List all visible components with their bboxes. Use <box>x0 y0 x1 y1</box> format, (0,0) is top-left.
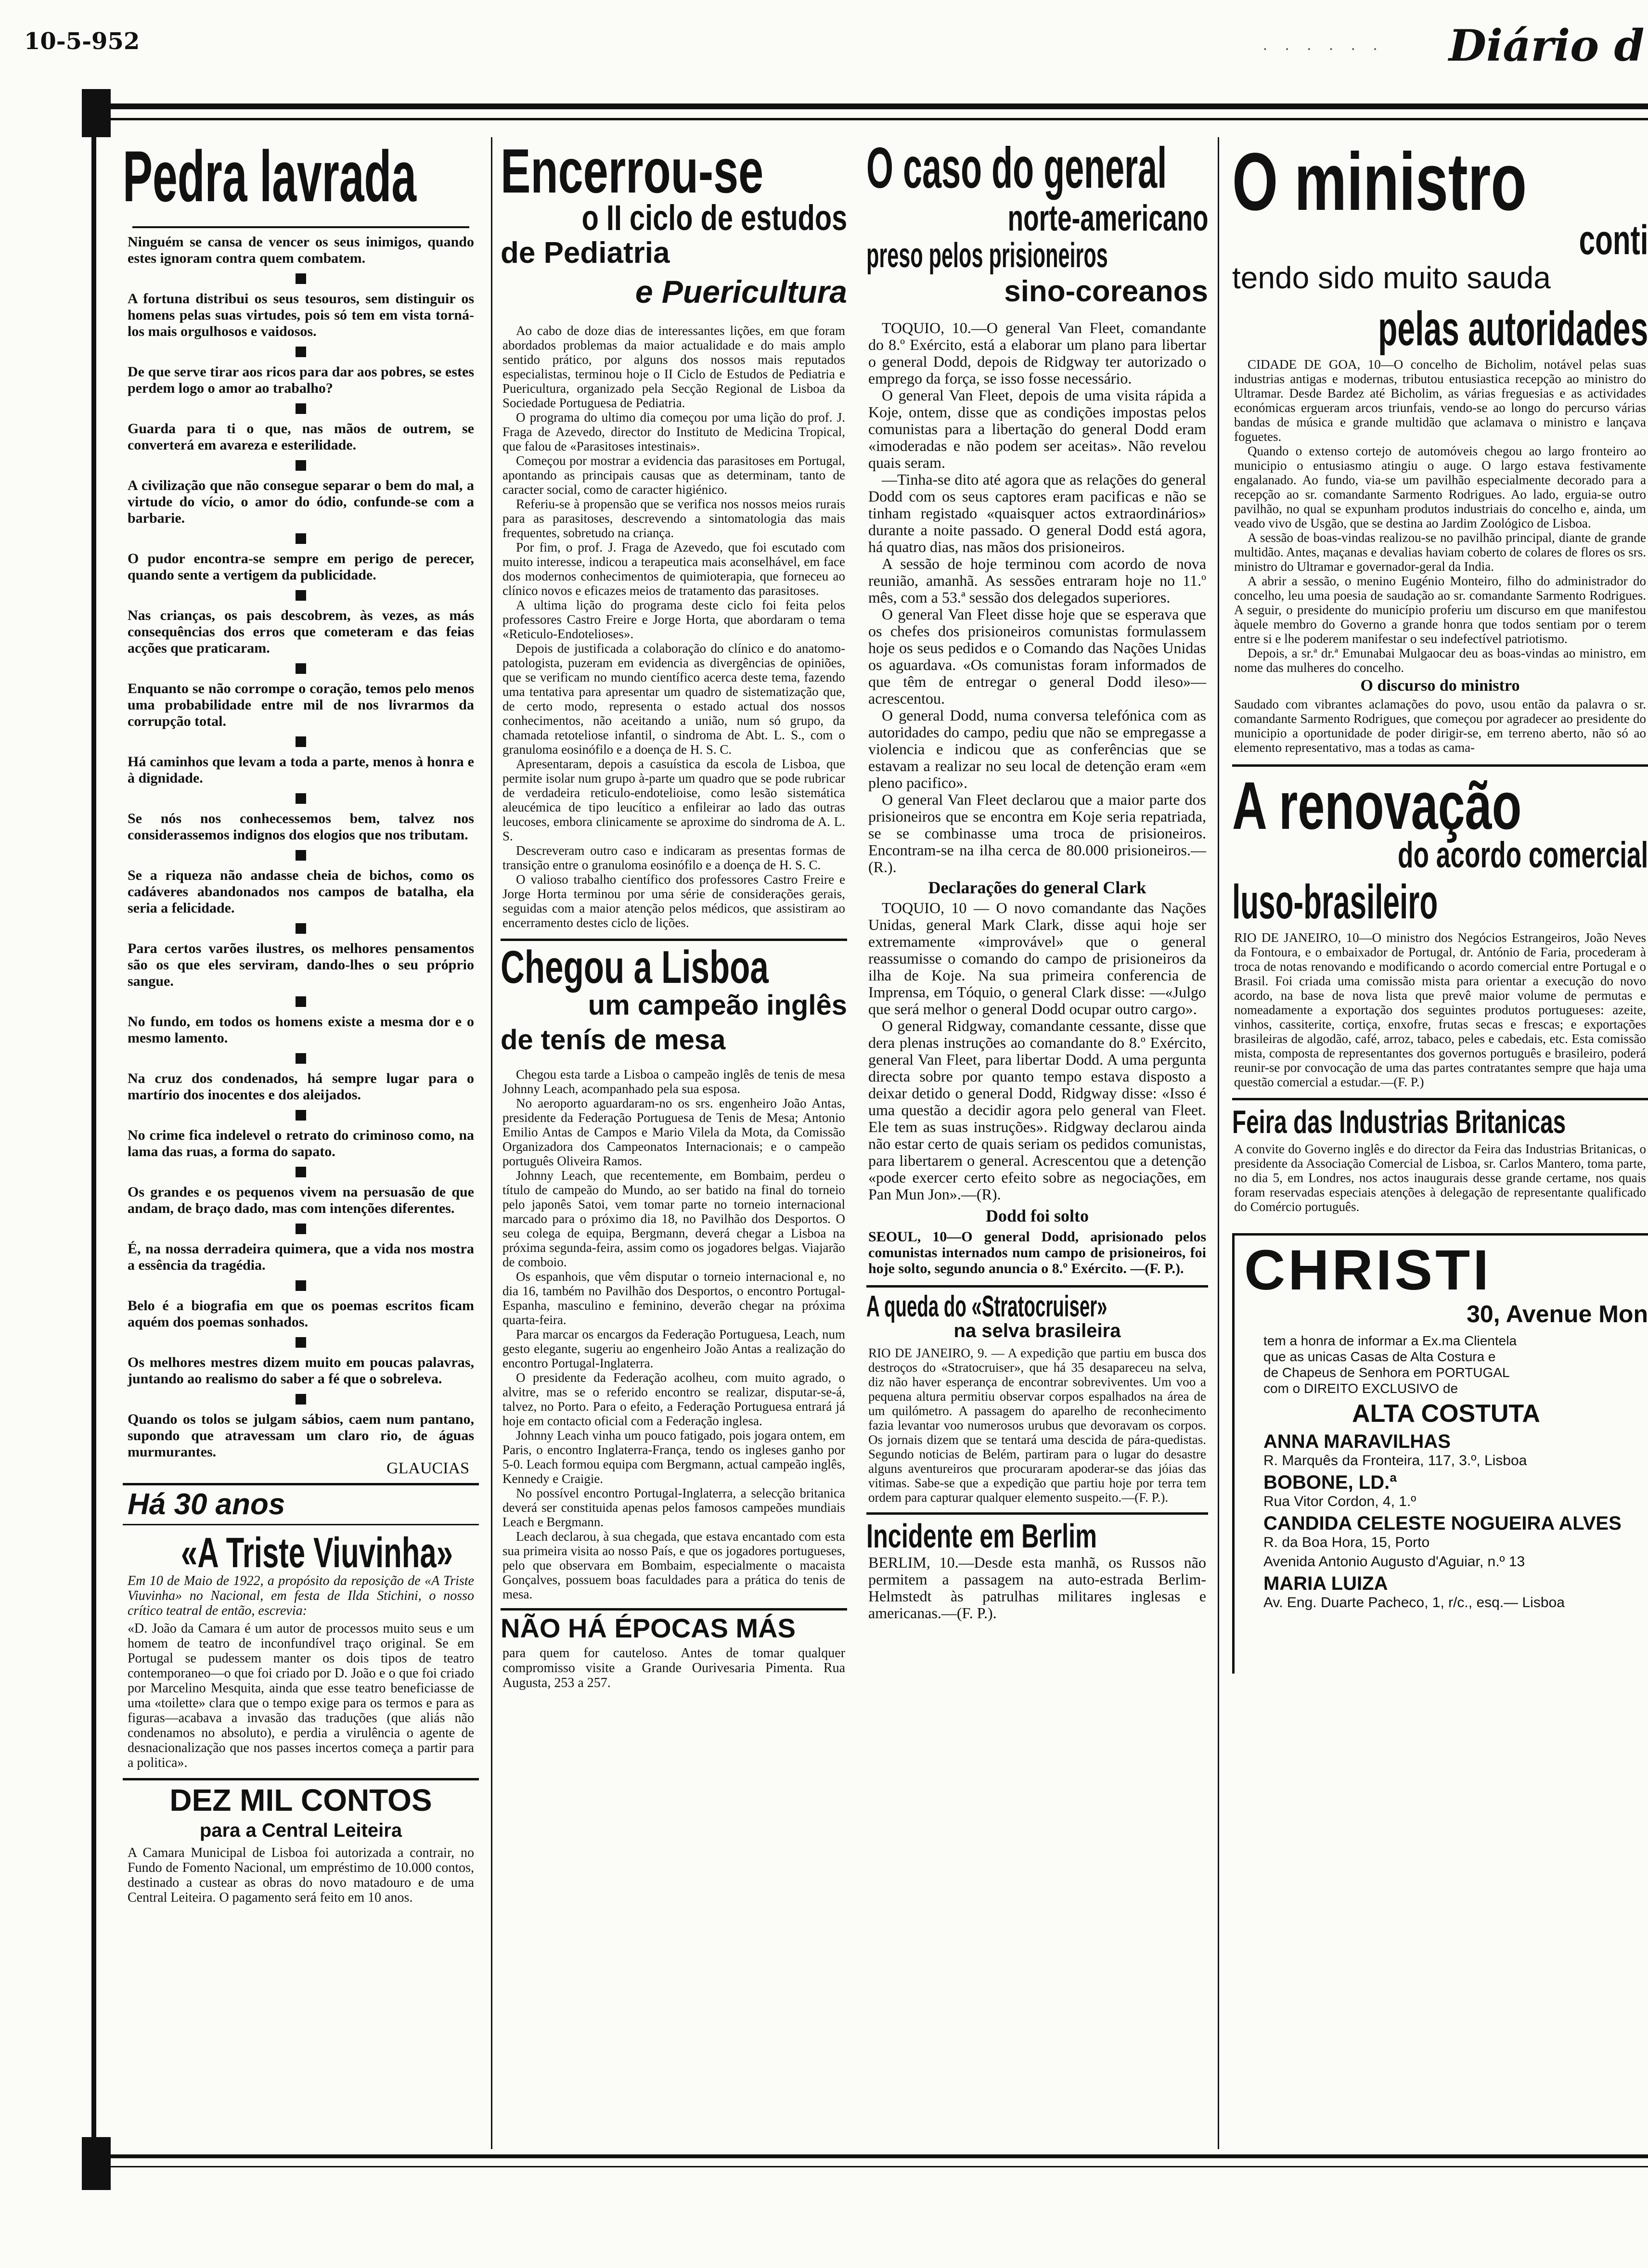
maxim: Se a riqueza não andasse cheia de bichos, como os cadáveres abandonados nos campos de batalha, ela seria a felicidade. <box>128 867 474 916</box>
maxim: Enquanto se não corrompe o coração, temos pelo menos uma probabilidade entre mil de nos livrarmos da corrupção total. <box>128 681 474 729</box>
paragraph: Por fim, o prof. J. Fraga de Azevedo, que foi escutado com muito interesse, indicou a terapeutica mais aconselhável, em face dos modernos conhecimentos de quimioterapia, que forneceu ao clínico novos e eficazes meios de tratamento das parasitoses. <box>502 540 845 598</box>
column-divider-3 <box>1218 137 1219 2149</box>
issue-date: 10-5-952 <box>24 28 140 55</box>
paragraph: Johnny Leach vinha um pouco fatigado, pois jogara ontem, em Paris, o encontro Inglaterra-França, tendo os ingleses ganho por 5-0. Leach formou equipa com Bergmann, actual campeão inglês, Kennedy e Craigie. <box>502 1428 845 1486</box>
paragraph: Ao cabo de doze dias de interessantes lições, em que foram abordados problemas da maior actualidade e do mais amplo sentido prático, por alguns dos nossos mais reputados especialistas, terminou hoje o II Ciclo de Estudos de Pediatria e Puericultura, organizado pela Secção Regional de Lisboa da Sociedade Portuguesa de Pediatria. <box>502 323 845 410</box>
paragraph: O general Van Fleet, depois de uma visita rápida a Koje, ontem, disse que as condições impostas pelos comunistas para a libertação do general Dodd eram «imoderadas e não podem ser aceitas». Não revelou quais seram. <box>868 387 1206 471</box>
ministro-sub1: conti <box>1579 217 1648 263</box>
maxim-separator-square <box>296 273 306 284</box>
maxim: Para certos varões ilustres, os melhores pensamentos são os que eles serviram, dando-lhes o seu próprio sangue. <box>128 941 474 989</box>
maxim: Nas crianças, os pais descobrem, às vezes, as más consequências dos erros que cometeram e das feias acções que praticaram. <box>128 607 474 656</box>
column-ministro <box>1232 135 1648 2152</box>
paragraph: No aeroporto aguardaram-no os srs. engenheiro João Antas, presidente da Federação Portuguesa de Tenis de Mesa; Antonio Emilio Antas de Campos e Mario Vilela da Mota, da Comissão Organizadora dos Campeonatos Internacionais; e o campeão português Oliveira Ramos. <box>502 1096 845 1168</box>
chegou-sub1: um campeão inglês <box>588 990 847 1021</box>
maxim: Guarda para ti o que, nas mãos de outrem, se converterá em avareza e esterilidade. <box>128 421 474 453</box>
paragraph: Referiu-se à propensão que se verifica nos nossos meios rurais para as parasitoses, descrevendo a sintomatologia das mais frequentes, sobretudo na criança. <box>502 497 845 540</box>
maxim: Ninguém se cansa de vencer os seus inimigos, quando estes ignoram contra quem combatem. <box>128 234 474 266</box>
maxim-separator-square <box>296 663 306 674</box>
clark-head: Declarações do general Clark <box>928 878 1146 897</box>
ha30-subtitle: «A Triste Viuvinha» <box>181 1529 453 1576</box>
paragraph: O general Van Fleet disse hoje que se esperava que os chefes dos prisioneiros comunistas formulassem hoje os seus pedidos e o Comando das Nações Unidas os aguardava. «Os comunistas foram informados de que têm de entregar o general Dodd ileso»—acrescentou. <box>868 606 1206 707</box>
dez-body: A Camara Municipal de Lisboa foi autorizada a contrair, no Fundo de Fomento Nacional, um empréstimo de 10.000 contos, destinado a custear as obras do novo matadouro e de uma Central Leiteira. O pagamento será feito em 10 anos. <box>128 1845 474 1905</box>
column-divider-1 <box>491 137 492 2149</box>
caso-sub1-box <box>866 197 1208 239</box>
paragraph: Começou por mostrar a evidencia das parasitoses em Portugal, apontando as principais causas que as determinam, tanto de caracter social, como de caracter higiénico. <box>502 453 845 497</box>
dodd-body: SEOUL, 10—O general Dodd, aprisionado pelos comunistas internados num campo de prisioneiros, foi hoje solto, segundo anuncia o 8.º Exército. —(F. P.). <box>868 1229 1206 1276</box>
maxim-separator-square <box>296 1110 306 1121</box>
clark-article <box>866 900 1208 1203</box>
christi-ad <box>1232 1233 1648 1674</box>
ha30-title: Há 30 anos <box>128 1488 285 1521</box>
discurso-head: O discurso do ministro <box>1360 677 1520 695</box>
ad-house-address: R. da Boa Hora, 15, Porto <box>1263 1534 1430 1550</box>
feira-rule <box>1232 1098 1648 1100</box>
berlim-title-box <box>866 1515 1208 1555</box>
column-pediatria <box>501 135 847 2152</box>
paragraph: O general Dodd, numa conversa telefónica com as autoridades do campo, pediu que não se empregasse a violencia e indicou que as conferências que se estavam a realizar no seu local de detenção eram «em pleno pacifico». <box>868 707 1206 791</box>
maxim: De que serve tirar aos ricos para dar aos pobres, se estes perdem logo o amor ao trabalho? <box>128 364 474 396</box>
paragraph: Quando o extenso cortejo de automóveis chegou ao largo fronteiro ao municipio o entusiasmo atingiu o auge. O largo estava festivamente engalanado. Ao fundo, via-se um pavilhão especialmente decorado para a recepção ao sr. comandante Sarmento Rodrigues. Ao lado, erguia-se outro pavilhão, no qual se expunham produtos industriais do concelho e, ainda, um veado vivo de Usgão, que se destina ao Jardim Zoológico de Lisboa. <box>1234 444 1646 530</box>
berlim-rule <box>866 1512 1208 1515</box>
paragraph: CIDADE DE GOA, 10—O concelho de Bicholim, notável pelas suas industrias antigas e modernas, tributou entusiastica recepção ao ministro do Ultramar. Desde Bardez até Bicholim, as várias freguesias e as actividades económicas ergueram arcos triunfais, vendo-se ao longo do percurso várias bandas de música e grande multidão que aclamava o ministro e lançava foguetes. <box>1234 357 1646 444</box>
caso-sub3: sino-coreanos <box>1004 275 1208 308</box>
ha30-title-box <box>123 1485 479 1524</box>
caso-title: O caso do general <box>866 136 1167 200</box>
ministro-sub3-box <box>1232 301 1648 354</box>
caso-article <box>866 317 1208 876</box>
maxim: O pudor encontra-se sempre em perigo de perecer, quando sente a vertigem da publicidade. <box>128 551 474 583</box>
header-dots: . . . . . . <box>1261 38 1382 53</box>
renov-body: RIO DE JANEIRO, 10—O ministro dos Negócios Estrangeiros, João Neves da Fontoura, e o embaixador de Portugal, dr. António de Faria, procederam à troca de notas renovando e modificando o acordo comercial entre Portugal e o Brasil. Foi criada uma comissão mista para orientar a execução do novo acordo, na base de nova lista que prevê maior volume de permutas e nomeadamente a exportação dos seguintes produtos portugueses: azeite, vinhos, cassiterite, cortiça, enxofre, frutas secas e frescas; e exportações brasileiras de algodão, café, arroz, tabaco, peles e cabedais, etc. Esta comissão mista, composta de representantes dos governos português e brasileiro, poderá reunir-se por convocação de uma das partes contratantes sempre que haja uma questão comercial a estudar.—(F. P.) <box>1234 930 1646 1089</box>
ad-line-1: tem a honra de informar a Ex.ma Clientela <box>1263 1333 1517 1348</box>
paragraph: —Tinha-se dito até agora que as relações do general Dodd com os seus captores eram pacificas e não se tinham registado «quaisquer actos extraordinários» durante a noite passado. O general Dodd está agora, há quatro dias, nas mãos dos prisioneiros. <box>868 471 1206 555</box>
renov-title-box <box>1232 767 1648 843</box>
chegou-title: Chegou a Lisboa <box>501 941 769 993</box>
ad-house-address: R. Marquês da Fronteira, 117, 3.º, Lisboa <box>1263 1453 1527 1469</box>
ministro-title-box <box>1232 135 1648 228</box>
maxim-separator-square <box>296 1053 306 1064</box>
ad-line-4: com o DIREITO EXCLUSIVO de <box>1263 1381 1458 1396</box>
renov-sub2: luso-brasileiro <box>1232 875 1438 929</box>
berlim-body: BERLIM, 10.—Desde esta manhã, os Russos não permitem a passagem na auto-estrada Berlim-Helmstedt às patrulhas militares inglesas e americanas.—(F. P.). <box>868 1554 1206 1622</box>
paragraph: TOQUIO, 10.—O general Van Fleet, comandante do 8.º Exército, está a elaborar um plano para libertar o general Dodd, depois de Ridgway ter autorizado o emprego da força, se isso fosse necessário. <box>868 319 1206 387</box>
queda-title-box <box>866 1288 1208 1323</box>
paragraph: Johnny Leach, que recentemente, em Bombaim, perdeu o título de campeão do Mundo, ao ser batido na final do torneio pelo japonês Satoi, vem tomar parte no torneio internacional marcado para o próximo dia 18, no Pavilhão dos Desportos. O seu colega de equipa, Bergmann, deverá chegar a Lisboa na próxima segunda-feira, assim como os jogadores belgas. Viajarão de comboio. <box>502 1168 845 1269</box>
ad-house-address: Avenida Antonio Augusto d'Aguiar, n.º 13 <box>1263 1554 1525 1570</box>
maxim: A civilização que não consegue separar o bem do mal, a virtude do vício, o amor do ódio, confunde-se com a barbarie. <box>128 477 474 526</box>
paragraph: O programa do ultimo dia começou por uma lição do prof. J. Fraga de Azevedo, director do Instituto de Medicina Tropical, que falou de «Parasitoses intestinais». <box>502 410 845 453</box>
pedra-title-rule <box>132 226 469 228</box>
queda-title: A queda do «Stratocruiser» <box>866 1290 1107 1323</box>
ad-line-2: que as unicas Casas de Alta Costura e <box>1263 1349 1496 1364</box>
paragraph: Chegou esta tarde a Lisboa o campeão inglês de tenis de mesa Johnny Leach, acompanhado pela sua esposa. <box>502 1067 845 1096</box>
left-black-block-bottom <box>82 2137 111 2190</box>
maxim-separator-square <box>296 1337 306 1348</box>
maxim: Os grandes e os pequenos vivem na persuasão de que andam, de braço dado, mas com intenções diferentes. <box>128 1184 474 1216</box>
feira-body: A convite do Governo inglês e do director da Feira das Industrias Britanicas, o presidente da Associação Comercial de Lisboa, sr. Carlos Mantero, toma parte, no dia 5, em Londres, nos actos inaugurais desse grande certame, nos quais foram reservadas especiais atenções à delegação de representante qualificado do Comércio português. <box>1234 1142 1646 1214</box>
paragraph: O general Van Fleet declarou que a maior parte dos prisioneiros que se encontra em Koje seria repatriada, se se combinasse uma troca de prisioneiros. Encontram-se na ilha cerca de 80.000 prisioneiros.—(R.). <box>868 791 1206 876</box>
paragraph: Leach declarou, à sua chegada, que estava encantado com esta sua primeira visita ao nosso País, e que os jogadores portugueses, pelo que observara em Bombaim, especialmente o macaista Gonçalves, possuem boas faculdades para a prática do tenis de mesa. <box>502 1529 845 1601</box>
encerrou-sub2: de Pediatria <box>501 236 670 270</box>
paragraph: O general Ridgway, comandante cessante, disse que dera plenas instruções ao comandante do 8.º Exército, general Van Fleet, para libertar Dodd. A uma pergunta directa sobre por quanto tempo estava disposto a deixar detido o general Dodd, Ridgway disse: «Isso é uma questão a decidir agora pelo general van Fleet. Ele tem as suas instruções». Ridgway declarou ainda não estar certo de quais seriam os pedidos comunistas, para libertarem o general. Acrescentou que a detenção «pode exercer certo efeito sobre as negociações, em Pan Mun Jon».—(R). <box>868 1017 1206 1203</box>
paragraph: O valioso trabalho científico dos professores Castro Freire e Jorge Horta terminou por uma série de considerações gerais, seguidas com a maior atenção pelos médicos, que assistiram ao encerramento destes ciclo de lições. <box>502 872 845 930</box>
maxim-separator-square <box>296 533 306 544</box>
maxim-separator-square <box>296 736 306 747</box>
maxim-separator-square <box>296 923 306 934</box>
paragraph: Depois de justificada a colaboração do clínico e do anatomo-patologista, puzeram em evidencia as divergências de opiniões, que se verificam no mundo científico acerca deste tema, fazendo uma tentativa para apresentar um quadro de sistematização que, de certo modo, representa o estado actual dos nossos conhecimentos, não aceitando a união, num só grupo, da chamada retoteliose infantil, o sindroma de Abt. L. S., com o granuloma eosinófilo e a doença de H. S. C. <box>502 641 845 757</box>
queda-sub: na selva brasileira <box>953 1320 1121 1341</box>
left-black-block-top <box>82 89 111 137</box>
ha30-subtitle-box <box>123 1525 479 1576</box>
maxim-separator-square <box>296 403 306 414</box>
paragraph: A sessão de hoje terminou com acordo de nova reunião, amanhã. As sessões entraram hoje no 11.º mês, com a 53.ª sessão dos delegados superiores. <box>868 555 1206 606</box>
queda-rule <box>866 1285 1208 1288</box>
ha30-intro: Em 10 de Maio de 1922, a propósito da reposição de «A Triste Viuvinha» no Nacional, em festa de Ilda Stichini, o nosso crítico teatral de então, escrevia: <box>128 1573 474 1618</box>
maxim: No fundo, em todos os homens existe a mesma dor e o mesmo lamento. <box>128 1014 474 1046</box>
nao-rule <box>501 1608 847 1611</box>
maxim-separator-square <box>296 850 306 861</box>
paragraph: A sessão de boas-vindas realizou-se no pavilhão principal, diante de grande multidão. Antes, maçanas e devalias haviam coberto de colares de flores os srs. ministro do Ultramar e governador-geral da India. <box>1234 530 1646 574</box>
header-rule-thin <box>84 118 1648 120</box>
newspaper-name: Diário d <box>1449 20 1645 71</box>
maxim: No crime fica indelevel o retrato do criminoso como, na lama das ruas, a forma do sapato. <box>128 1127 474 1160</box>
paragraph: Para marcar os encargos da Federação Portuguesa, Leach, num gesto elegante, sugeriu ao engenheiro João Antas a realização do encontro Portugal-Inglaterra. <box>502 1327 845 1370</box>
paragraph: O presidente da Federação acolheu, com muito agrado, o alvitre, mas se o referido encontro se realizar, disputar-se-á, talvez, no Porto. Para o efeito, a Federação Portuguesa entrará já hoje em contacto oficial com a Federação inglesa. <box>502 1370 845 1428</box>
maxim-separator-square <box>296 1394 306 1405</box>
maxim-separator-square <box>296 460 306 471</box>
maxims-list <box>123 228 479 1460</box>
dodd-head: Dodd foi solto <box>985 1206 1089 1225</box>
encerrou-title-box <box>501 135 847 206</box>
caso-sub2: preso pelos prisioneiros <box>866 236 1108 275</box>
maxim-separator-square <box>296 996 306 1007</box>
ad-house <box>1263 1431 1648 1469</box>
dez-subtitle: para a Central Leiteira <box>199 1820 402 1841</box>
chegou-title-box <box>501 941 847 993</box>
renov-sub1: do acordo comercial <box>1397 835 1648 876</box>
ad-title: CHRISTI <box>1244 1238 1492 1302</box>
chegou-sub2: de tenís de mesa <box>501 1024 726 1056</box>
ministro-title: O ministro <box>1232 136 1527 228</box>
paragraph: Apresentaram, depois a casuística da escola de Lisboa, que permite isolar num grupo à-parte um quadro que se pode rubricar de verdadeira reticulo-endotelioise, como lesão sistemática aleucémica de tipo leucítico a enfileirar ao lado das outras leucoses, embora clinicamente se aproxime do sindroma de A. L. S. <box>502 757 845 843</box>
caso-title-box <box>866 135 1208 200</box>
maxim: É, na nossa derradeira quimera, que a vida nos mostra a essência da tragédia. <box>128 1241 474 1273</box>
chegou-article <box>501 1064 847 1601</box>
column-pedra-lavrada <box>123 135 479 2152</box>
paragraph: TOQUIO, 10 — O novo comandante das Nações Unidas, general Mark Clark, disse aqui hoje ser extremamente «improvável» que o general reassumisse o comando do campo de prisioneiros da ilha de Koje. Na sua primeira conferencia de Imprensa, em Tóquio, o general Clark disse: —«Julgo que será melhor o general Dodd ocupar outro cargo». <box>868 899 1206 1018</box>
ad-house-name: BOBONE, LD.ª <box>1263 1472 1397 1493</box>
maxim: A fortuna distribui os seus tesouros, sem distinguir os homens pelas suas virtudes, pois só tem em vista torná-los mais orgulhosos e vaidosos. <box>128 291 474 339</box>
maxim-separator-square <box>296 1167 306 1177</box>
ad-line-3: de Chapeus de Senhora em PORTUGAL <box>1263 1365 1510 1380</box>
maxim: Belo é a biografia em que os poemas escritos ficam aquém dos poemas sonhados. <box>128 1298 474 1330</box>
ad-house-name: CANDIDA CELESTE NOGUEIRA ALVES <box>1263 1513 1622 1534</box>
left-vertical-bar <box>91 137 96 2144</box>
maxim: Quando os tolos se julgam sábios, caem num pantano, supondo que atravessam um claro rio, de águas murmurantes. <box>128 1411 474 1460</box>
paragraph: Descreveram outro caso e indicaram as presentas formas de transição entre o granuloma eosinófilo e a doença de H. S. C. <box>502 843 845 872</box>
berlim-title: Incidente em Berlim <box>866 1517 1097 1555</box>
ad-house-name: ANNA MARAVILHAS <box>1263 1431 1451 1452</box>
feira-title: Feira das Industrias Britanicas <box>1232 1104 1566 1140</box>
ad-house <box>1263 1573 1648 1611</box>
paragraph: Os espanhois, que vêm disputar o torneio internacional e, no dia 16, também no Pavilhão dos Desportos, o encontro Portugal-Espanha, masculino e feminino, deverão chegar na próxima quarta-feira. <box>502 1269 845 1327</box>
maxim: Na cruz dos condenados, há sempre lugar para o martírio dos inocentes e dos aleijados. <box>128 1070 474 1103</box>
signature: GLAUCIAS <box>386 1459 469 1477</box>
paragraph: A abrir a sessão, o menino Eugénio Monteiro, filho do administrador do concelho, leu uma poesia de saudação ao sr. comandante Sarmento Rodrigues. A seguir, o presidente do município proferiu um discurso em que manifestou àquele membro do Governo a grande honra que todos sentiam por o terem entre si e lhe poderem manifestar o seu indefectível patriotismo. <box>1234 574 1646 646</box>
ministro-sub2: tendo sido muito sauda <box>1232 260 1551 295</box>
ad-heading: ALTA COSTUTA <box>1352 1400 1540 1428</box>
ad-house-address: Rua Vitor Cordon, 4, 1.º <box>1263 1494 1416 1509</box>
queda-body: RIO DE JANEIRO, 9. — A expedição que partiu em busca dos destroços do «Stratocruiser», que há 35 desapareceu na selva, diz não haver esperança de encontrar sobreviventes. Um voo a pequena altura permitiu observar corpos espalhados na área de um quilómetro. A passagem do aparelho de reconhecimento fazia levantar voo numerosos urubus que devoravam os corpos. Os jornais dizem que se tentará uma descida de pára-quedistas. Segundo noticias de Belém, partiram para o lugar do desastre alguns aventureiros que procuraram apoderar-se das jóias das vitimas. Sabe-se que a expedição que partiu hoje por terra tem ordem para capturar qualquer elemento suspeito.—(F. P.). <box>868 1346 1206 1505</box>
paragraph: No possível encontro Portugal-Inglaterra, a selecção britanica deverá ser constituida apenas pelos famosos campeões mundiais Leach e Bergmann. <box>502 1486 845 1529</box>
caso-sub2-box <box>866 236 1208 274</box>
discurso-body: Saudado com vibrantes aclamações do povo, usou então da palavra o sr. comandante Sarmento Rodrigues, que começou por agradecer ao presidente do municipio a oportunidade de poder dirigir-se, em terreno aberto, não só ao elemento representativo, mas a todas as cama- <box>1234 697 1646 755</box>
renov-sub2-box <box>1232 875 1648 928</box>
pedra-title-box <box>123 135 479 226</box>
paragraph: Depois, a sr.ª dr.ª Emunabai Mulgaocar deu as boas-vindas ao ministro, em nome das mulheres do concelho. <box>1234 646 1646 675</box>
ad-house <box>1263 1472 1648 1510</box>
pediatria-article <box>501 319 847 930</box>
encerrou-title: Encerrou-se <box>501 136 764 206</box>
maxim: Os melhores mestres dizem muito em poucas palavras, juntando ao realismo do saber a fé que o sobreleva. <box>128 1354 474 1387</box>
ministro-article <box>1232 354 1648 675</box>
paragraph: A ultima lição do programa deste ciclo foi feita pelos professores Castro Freire e Jorge Horta, que abordaram o tema «Reticulo-Endotelioses». <box>502 598 845 641</box>
ministro-sub3: pelas autoridades <box>1378 302 1648 356</box>
footer-rule-thin <box>111 2166 1648 2167</box>
column-general-dodd <box>866 135 1208 2152</box>
maxim: Se nós nos conhecessemos bem, talvez nos considerassemos indignos dos elogios que nos tributam. <box>128 811 474 843</box>
ad-house <box>1263 1513 1648 1551</box>
encerrou-sub3: e Puericultura <box>635 274 847 309</box>
ad-house <box>1263 1554 1648 1570</box>
maxim-separator-square <box>296 793 306 804</box>
maxim-separator-square <box>296 1280 306 1291</box>
ad-text <box>1244 1333 1648 1396</box>
maxim: Há caminhos que levam a toda a parte, menos à honra e à dignidade. <box>128 754 474 786</box>
ad-houses <box>1244 1431 1648 1611</box>
encerrou-sub1: o II ciclo de estudos <box>581 198 847 238</box>
ha30-body: «D. João da Camara é um autor de processos muito seus e um homem de teatro de inconfundível traço original. Se em Portugal se pudessem manter os dois tipos de teatro contemporaneo—o que foi criado por D. João e o que foi criado por Marcelino Mesquita, ainda que esse teatro beneficiasse de uma «toilette» clara que o tempo exige para os termos e para as figuras—acabava a invasão das traduções (que aliás não condenamos no absoluto), e perdia a virulência o agente de desnacionalização que nos passes incertos começa a partir para a politica». <box>128 1621 474 1770</box>
header-rule-thick <box>84 103 1648 109</box>
nao-body: para quem for cauteloso. Antes de tomar qualquer compromisso visite a Grande Ourivesaria Pimenta. Rua Augusta, 253 a 257. <box>502 1646 845 1690</box>
caso-sub1: norte-americano <box>1007 198 1208 239</box>
ha30-rule <box>123 1524 479 1525</box>
ad-address: 30, Avenue Mon <box>1467 1301 1648 1327</box>
ad-house-address: Av. Eng. Duarte Pacheco, 1, r/c., esq.— Lisboa <box>1263 1595 1565 1611</box>
maxim-separator-square <box>296 347 306 357</box>
maxim-separator-square <box>296 590 306 601</box>
maxim-separator-square <box>296 1224 306 1234</box>
footer-rule-thick <box>111 2154 1648 2158</box>
ad-house-name: MARIA LUIZA <box>1263 1573 1388 1594</box>
pedra-title: Pedra lavrada <box>123 136 417 217</box>
dez-rule <box>123 1778 479 1780</box>
nao-title: NÃO HÁ ÉPOCAS MÁS <box>501 1613 796 1643</box>
renov-title: A renovação <box>1232 768 1522 843</box>
dez-title: DEZ MIL CONTOS <box>169 1783 432 1817</box>
feira-title-box <box>1232 1100 1648 1139</box>
